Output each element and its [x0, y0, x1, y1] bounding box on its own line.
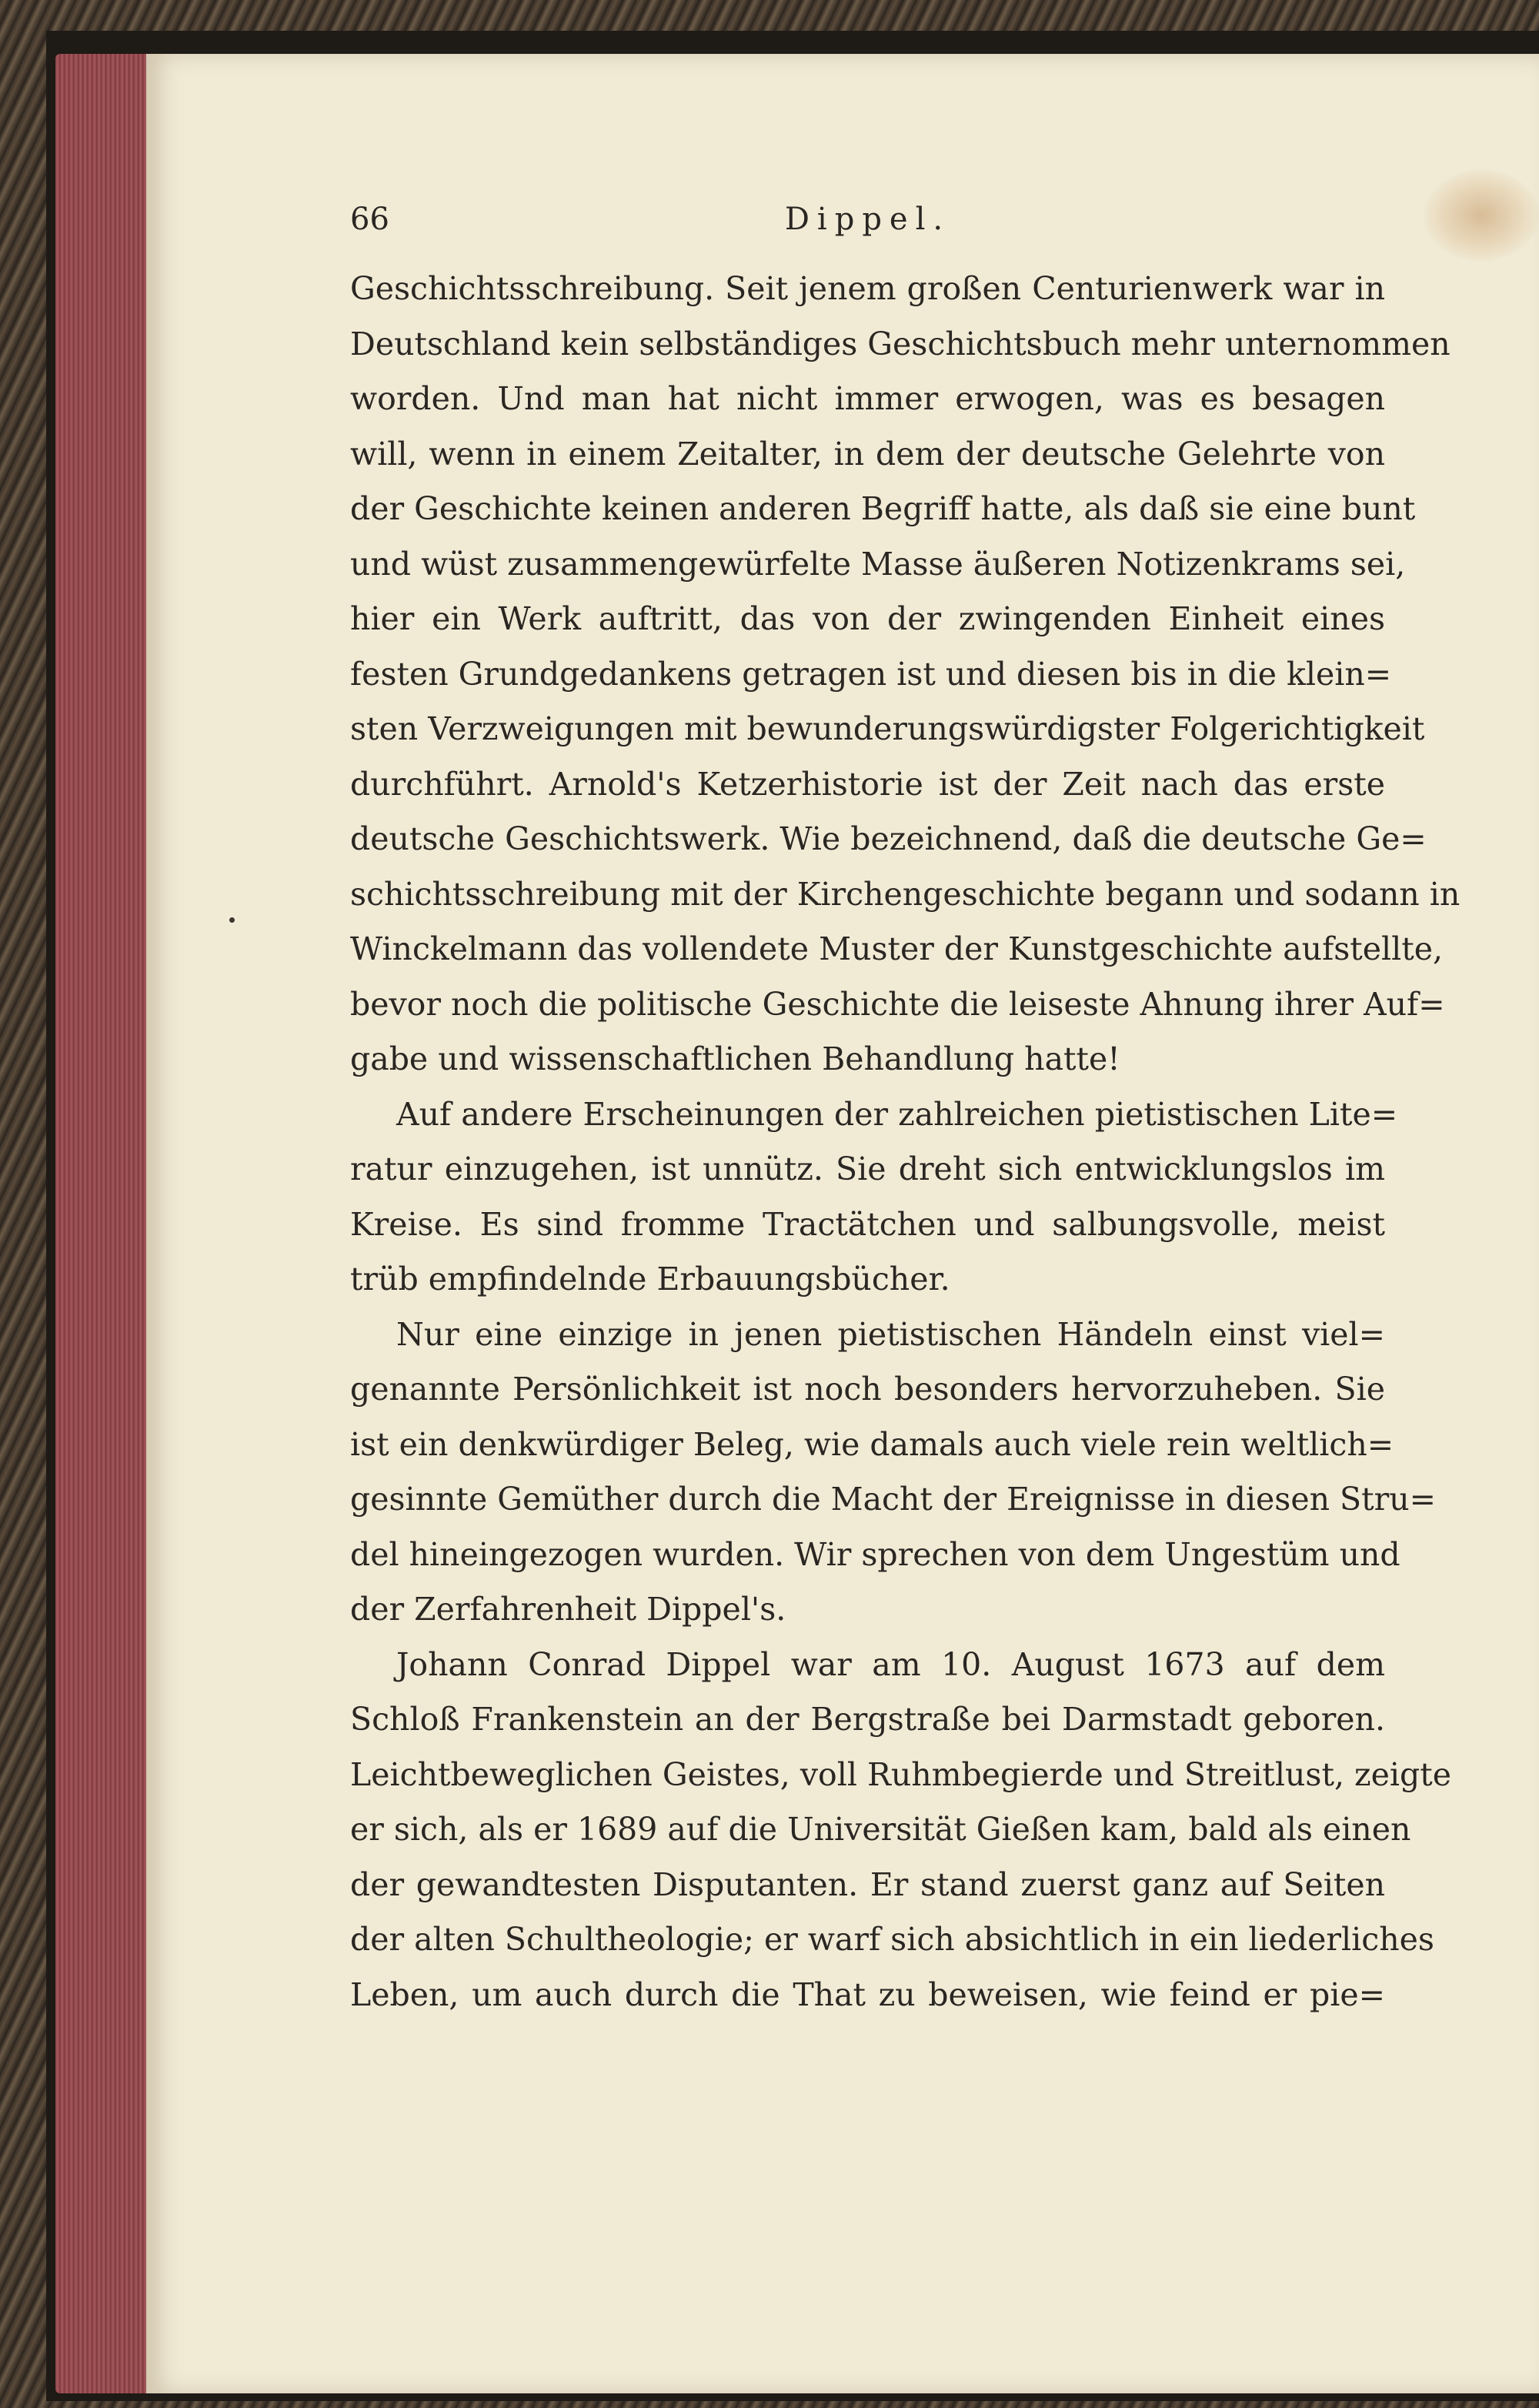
text-line: Deutschland kein selbständiges Geschichtsbuch mehr unternommen: [350, 325, 1451, 362]
text-line: gabe und wissenschaftlichen Behandlung hatte!: [350, 1040, 1120, 1077]
text-line: er sich, als er 1689 auf die Universität Gießen kam, bald als einen: [350, 1811, 1411, 1848]
text-line: schichtsschreibung mit der Kirchengeschichte begann und sodann in: [350, 875, 1461, 913]
text-line: del hineingezogen wurden. Wir sprechen von dem Ungestüm und: [350, 1535, 1400, 1573]
text-line: der gewandtesten Disputanten. Er stand zuerst ganz auf Seiten: [350, 1865, 1385, 1903]
text-line: Winckelmann das vollendete Muster der Kunstgeschichte aufstellte,: [350, 930, 1444, 967]
text-line: trüb empfindelnde Erbauungsbücher.: [350, 1261, 950, 1298]
text-line: Auf andere Erscheinungen der zahlreichen pietistischen Lite=: [396, 1095, 1398, 1133]
page-header: [350, 202, 1385, 240]
text-line: Kreise. Es sind fromme Tractätchen und salbungsvolle, meist: [350, 1205, 1385, 1243]
text-line: Schloß Frankenstein an der Bergstraße bei Darmstadt geboren.: [350, 1701, 1385, 1738]
text-line: festen Grundgedankens getragen ist und diesen bis in die klein=: [350, 655, 1392, 693]
text-line: genannte Persönlichkeit ist noch besonders hervorzuheben. Sie: [350, 1371, 1385, 1408]
text-line: will, wenn in einem Zeitalter, in dem der deutsche Gelehrte von: [350, 435, 1385, 473]
text-line: Leben, um auch durch die That zu beweisen, wie feind er pie=: [350, 1975, 1385, 2013]
text-line: sten Verzweigungen mit bewunderungswürdigster Folgerichtigkeit: [350, 710, 1425, 747]
ink-speck: [229, 917, 235, 923]
running-head: Dippel.: [784, 202, 951, 237]
page-number: 66: [350, 202, 389, 237]
text-line: durchführt. Arnold's Ketzerhistorie ist der Zeit nach das erste: [350, 765, 1385, 803]
body-text: [350, 262, 1461, 2022]
text-line: und wüst zusammengewürfelte Masse äußeren Notizenkrams sei,: [350, 545, 1406, 583]
text-line: der alten Schultheologie; er warf sich absichtlich in ein liederliches: [350, 1921, 1434, 1958]
foxing-stain: [1424, 169, 1539, 262]
text-line: der Zerfahrenheit Dippel's.: [350, 1591, 786, 1628]
text-line: bevor noch die politische Geschichte die leiseste Ahnung ihrer Auf=: [350, 985, 1445, 1023]
text-line: Nur eine einzige in jenen pietistischen Händeln einst viel=: [396, 1315, 1385, 1353]
text-line: ratur einzugehen, ist unnütz. Sie dreht sich entwicklungslos im: [350, 1151, 1385, 1187]
text-line: der Geschichte keinen anderen Begriff hatte, als daß sie eine bunt: [350, 490, 1416, 527]
text-line: deutsche Geschichtswerk. Wie bezeichnend, daß die deutsche Ge=: [350, 820, 1427, 857]
text-line: hier ein Werk auftritt, das von der zwingenden Einheit eines: [350, 600, 1385, 637]
text-line: Leichtbeweglichen Geistes, voll Ruhmbegierde und Streitlust, zeigte: [350, 1755, 1451, 1793]
text-line: Geschichtsschreibung. Seit jenem großen Centurienwerk war in: [350, 270, 1385, 307]
text-line: ist ein denkwürdiger Beleg, wie damals auch viele rein weltlich=: [350, 1425, 1394, 1463]
text-line: gesinnte Gemüther durch die Macht der Ereignisse in diesen Stru=: [350, 1481, 1436, 1518]
text-line: Johann Conrad Dippel war am 10. August 1673 auf dem: [396, 1645, 1385, 1683]
text-line: worden. Und man hat nicht immer erwogen, was es besagen: [350, 380, 1385, 417]
